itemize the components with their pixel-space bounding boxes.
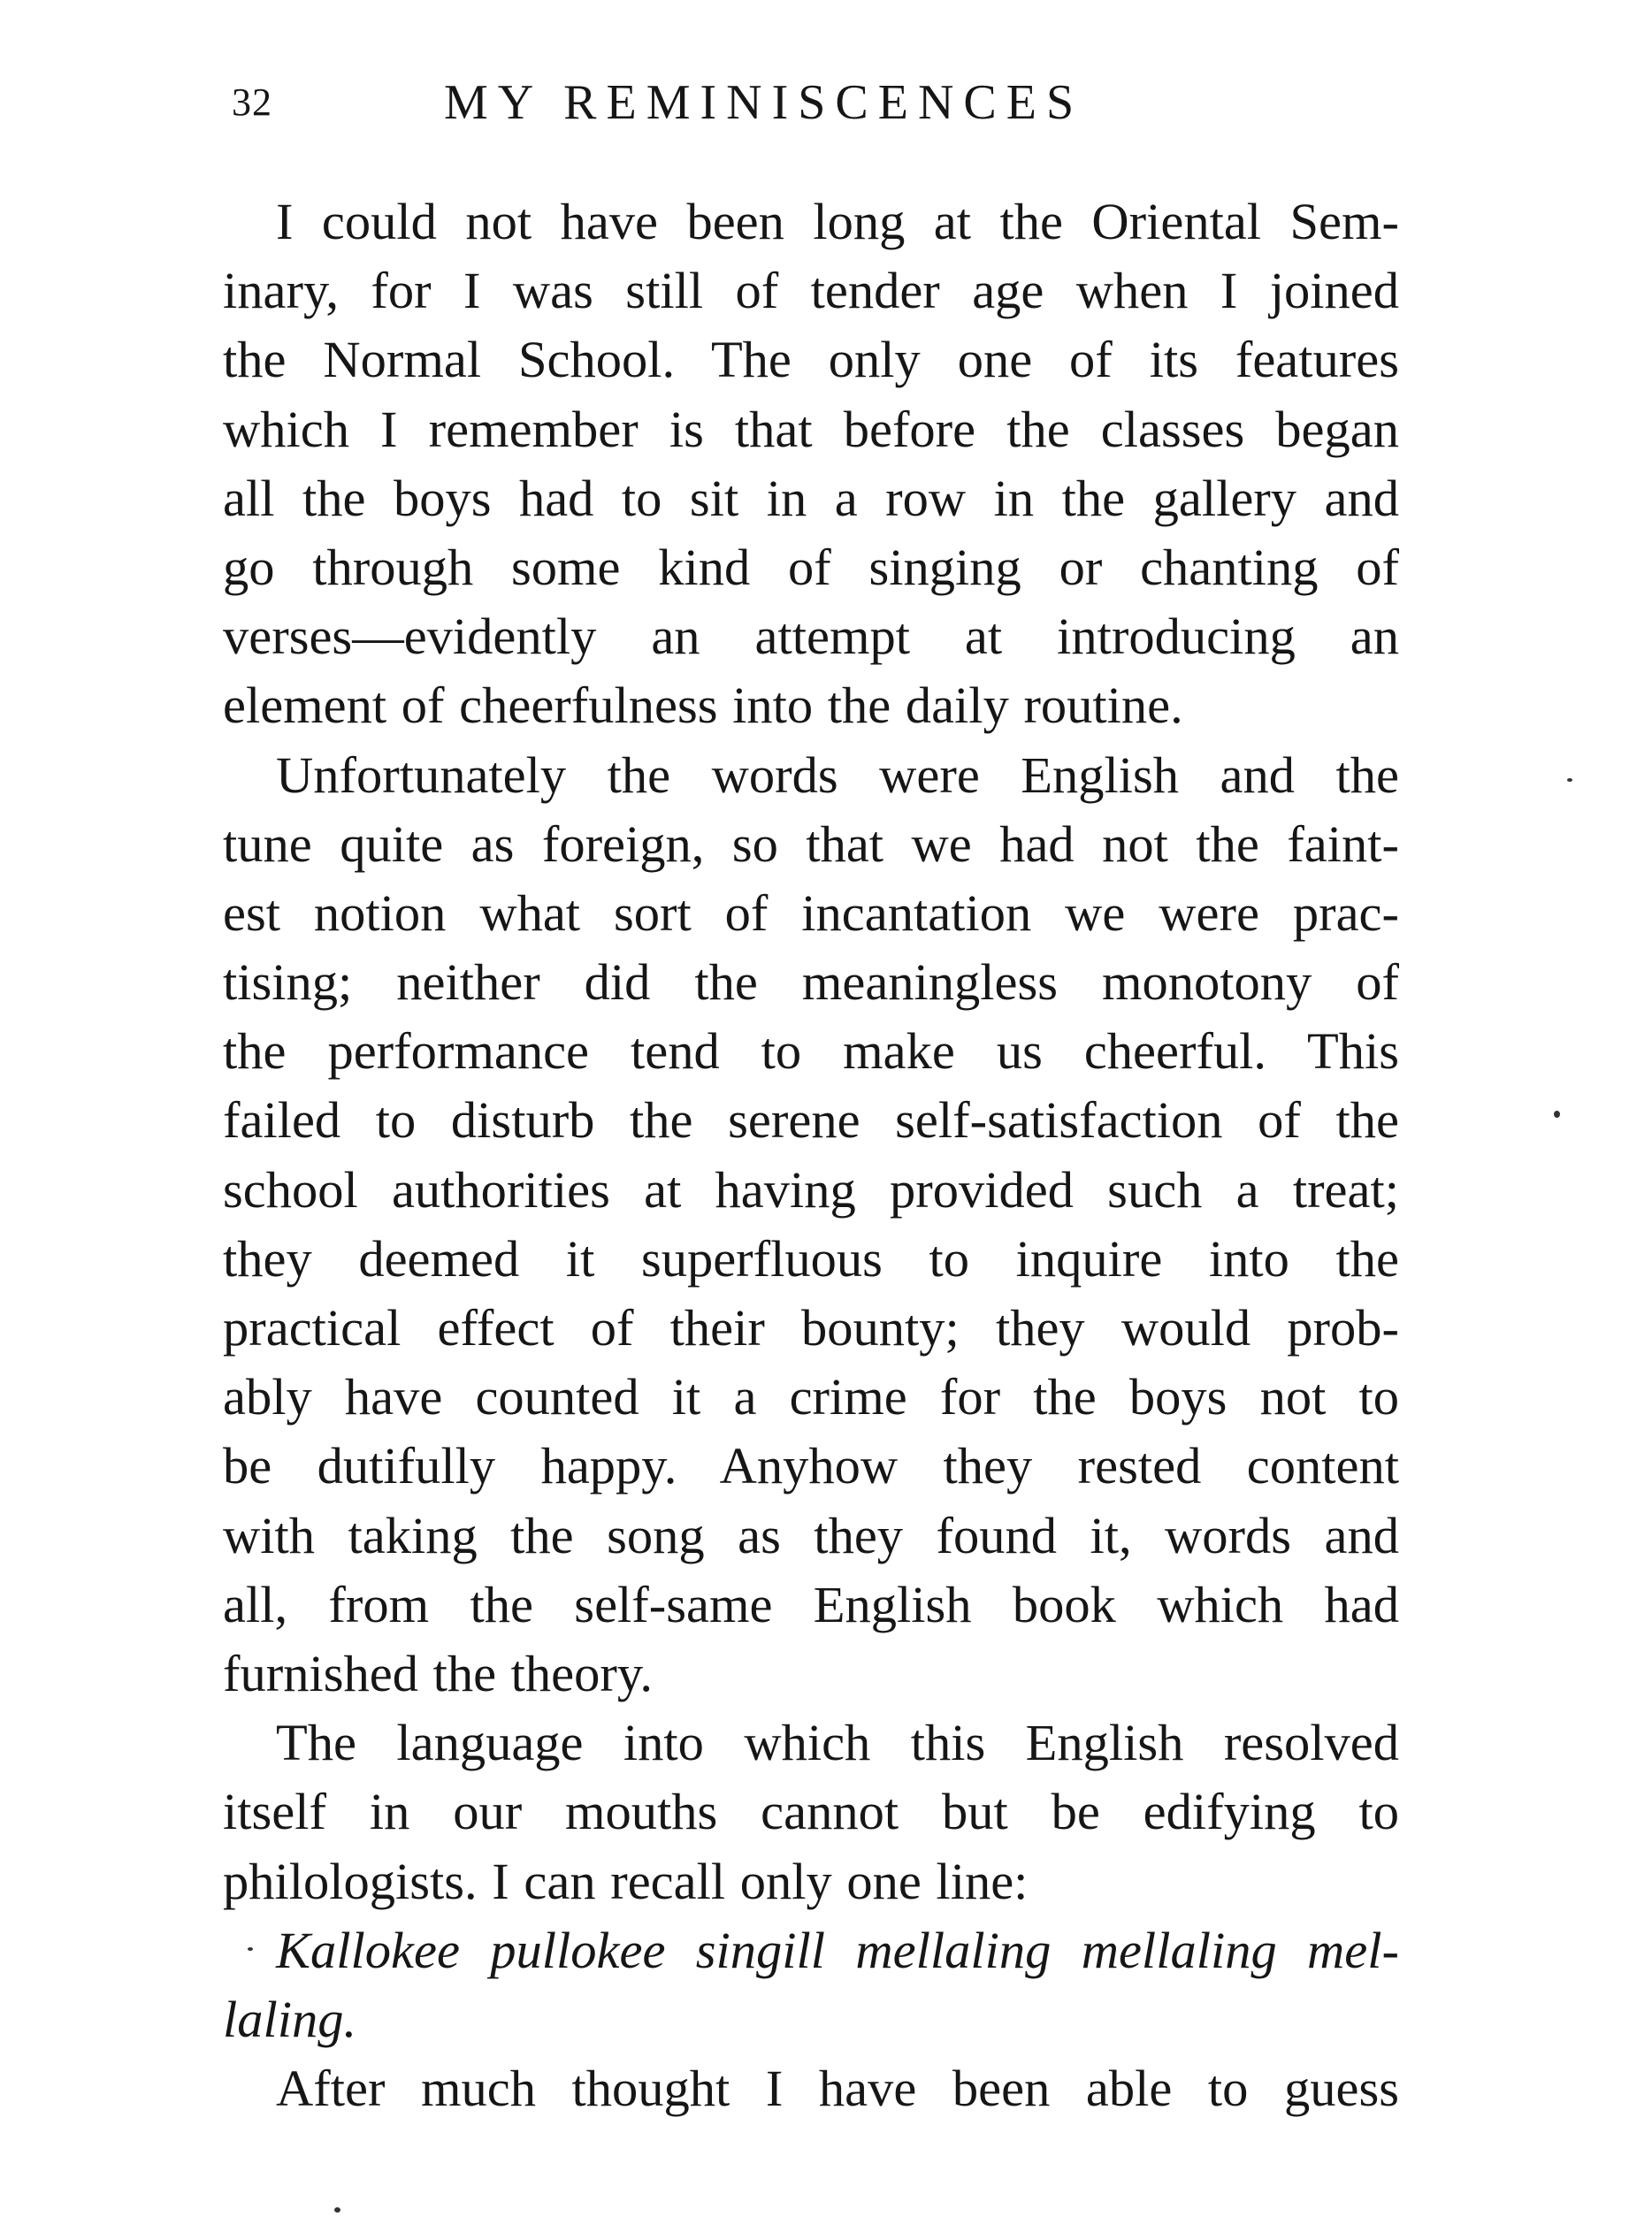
- text-line: tising; neither did the meaningless monotony of: [223, 953, 1399, 1012]
- text-line: verses—evidently an attempt at introducing an: [223, 608, 1399, 666]
- scan-speck: [1567, 778, 1572, 782]
- text-line: tune quite as foreign, so that we had not the faint-: [223, 814, 1399, 873]
- text-line: After much thought I have been able to guess: [276, 2060, 1399, 2118]
- text-line: philologists. I can recall only one line:: [223, 1852, 1029, 1910]
- text-line: failed to disturb the serene self-satisfaction of the: [223, 1091, 1399, 1150]
- text-line: all, from the self-same English book which had: [223, 1575, 1399, 1633]
- text-line: ably have counted it a crime for the boys not to: [223, 1368, 1399, 1426]
- body-text: [223, 187, 1399, 2123]
- text-line: Unfortunately the words were English and the: [276, 745, 1399, 804]
- text-line: furnished the theory.: [223, 1644, 653, 1702]
- text-line: which I remember is that before the classes began: [223, 400, 1399, 458]
- text-line: school authorities at having provided such a treat;: [223, 1160, 1399, 1219]
- page-number: 32: [232, 80, 272, 124]
- quoted-song-line: laling.: [223, 1990, 357, 2048]
- text-line: go through some kind of singing or chanting of: [223, 538, 1399, 596]
- text-line: with taking the song as they found it, words and: [223, 1506, 1399, 1564]
- text-line: be dutifully happy. Anyhow they rested content: [223, 1437, 1399, 1495]
- text-line: they deemed it superfluous to inquire into the: [223, 1229, 1399, 1288]
- running-title: MY REMINISCENCES: [444, 75, 1084, 130]
- text-line: practical effect of their bounty; they would prob-: [223, 1299, 1399, 1357]
- scan-speck: [334, 2207, 340, 2213]
- scan-speck: [248, 1947, 253, 1951]
- text-line: all the boys had to sit in a row in the gallery and: [223, 469, 1399, 527]
- quoted-song-line: Kallokee pullokee singill mellaling mellaling mel-: [276, 1921, 1399, 1979]
- text-line: the performance tend to make us cheerful. This: [223, 1022, 1399, 1081]
- text-line: The language into which this English resolved: [276, 1714, 1399, 1772]
- text-line: element of cheerfulness into the daily routine.: [223, 677, 1183, 735]
- scan-speck: [1554, 1111, 1560, 1118]
- text-line: est notion what sort of incantation we were prac-: [223, 883, 1399, 942]
- text-line: itself in our mouths cannot but be edifying to: [223, 1783, 1399, 1841]
- text-line: inary, for I was still of tender age when I joined: [223, 262, 1399, 320]
- text-line: the Normal School. The only one of its features: [223, 331, 1399, 389]
- text-line: I could not have been long at the Oriental Sem-: [276, 193, 1399, 250]
